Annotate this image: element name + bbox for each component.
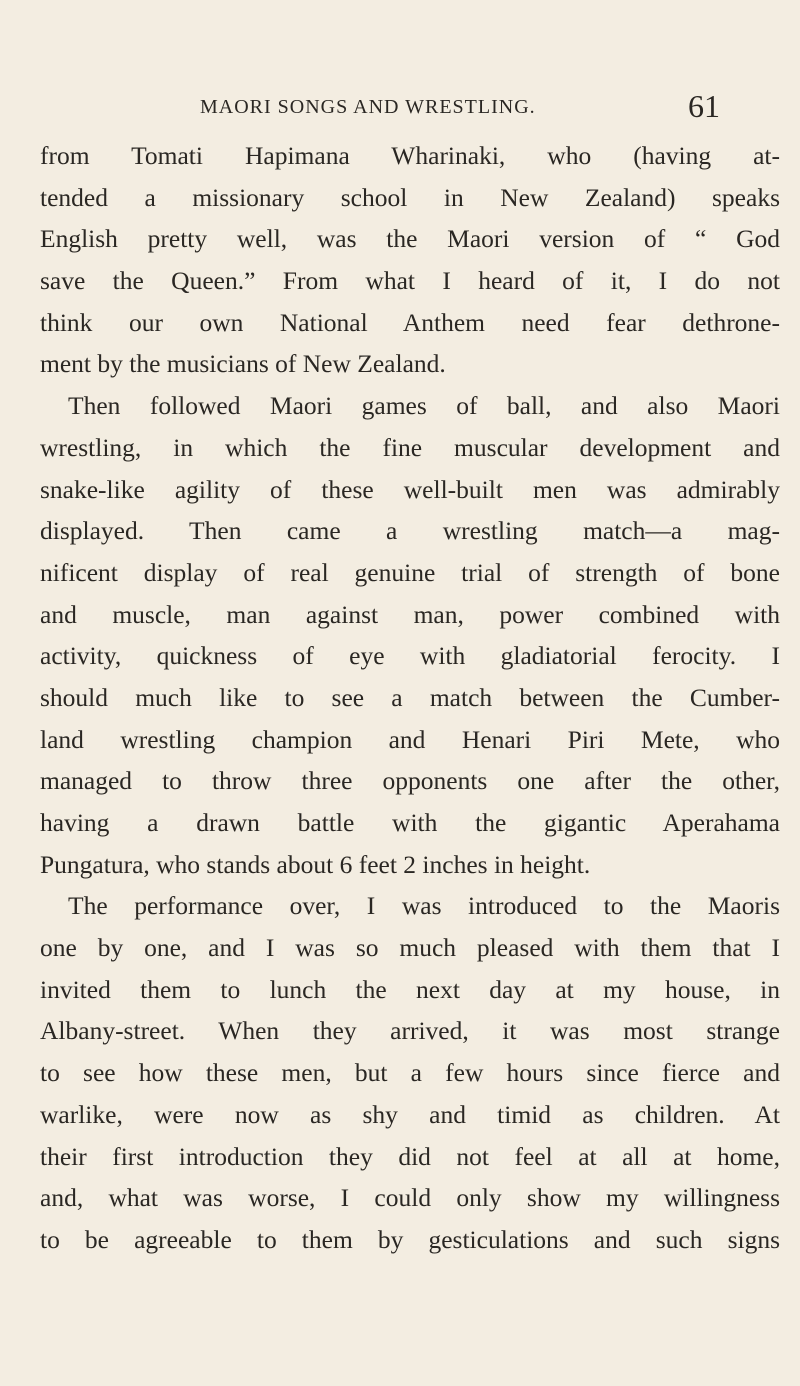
text-line: activity, quickness of eye with gladiatorial ferocity. I — [40, 641, 780, 671]
text-line: Then followed Maori games of ball, and also Maori — [68, 391, 780, 421]
text-line: from Tomati Hapimana Wharinaki, who (having at- — [40, 141, 780, 170]
text-line: Pungatura, who stands about 6 feet 2 inches in height. — [40, 849, 591, 879]
running-title: MAORI SONGS AND WRESTLING. — [200, 96, 536, 118]
text-line: to be agreeable to them by gesticulations and such signs — [40, 1224, 780, 1254]
text-line: save the Queen.” From what I heard of it, I do not — [40, 266, 780, 296]
text-line: invited them to lunch the next day at my house, in — [40, 974, 780, 1004]
text-line: The performance over, I was introduced to the Maoris — [68, 891, 780, 921]
text-line: to see how these men, but a few hours since fierce and — [40, 1058, 780, 1088]
body-text — [40, 135, 780, 1261]
running-head — [200, 88, 720, 128]
text-line: warlike, were now as shy and timid as children. At — [40, 1099, 780, 1129]
text-line: managed to throw three opponents one after the other, — [40, 766, 780, 796]
text-line: wrestling, in which the fine muscular development and — [40, 432, 780, 462]
text-line: snake-like agility of these well-built men was admirably — [40, 474, 780, 504]
text-line: ment by the musicians of New Zealand. — [40, 349, 446, 379]
text-line: their first introduction they did not feel at all at home, — [40, 1141, 780, 1171]
text-line: English pretty well, was the Maori version of “ God — [40, 224, 780, 254]
text-line: think our own National Anthem need fear dethrone- — [40, 307, 780, 337]
text-line: and, what was worse, I could only show my willingness — [40, 1183, 780, 1213]
page-number: 61 — [688, 88, 720, 124]
text-line: one by one, and I was so much pleased with them that I — [40, 933, 780, 963]
text-line: displayed. Then came a wrestling match—a mag- — [40, 516, 780, 546]
text-line: tended a missionary school in New Zealand) speaks — [40, 182, 780, 212]
text-line: Albany-street. When they arrived, it was most strange — [40, 1016, 780, 1046]
text-line: land wrestling champion and Henari Piri Mete, who — [40, 724, 780, 754]
text-line: and muscle, man against man, power combined with — [40, 599, 780, 629]
text-line: should much like to see a match between the Cumber- — [40, 682, 780, 712]
text-line: having a drawn battle with the gigantic Aperahama — [40, 808, 780, 837]
text-line: nificent display of real genuine trial of strength of bone — [40, 557, 780, 587]
